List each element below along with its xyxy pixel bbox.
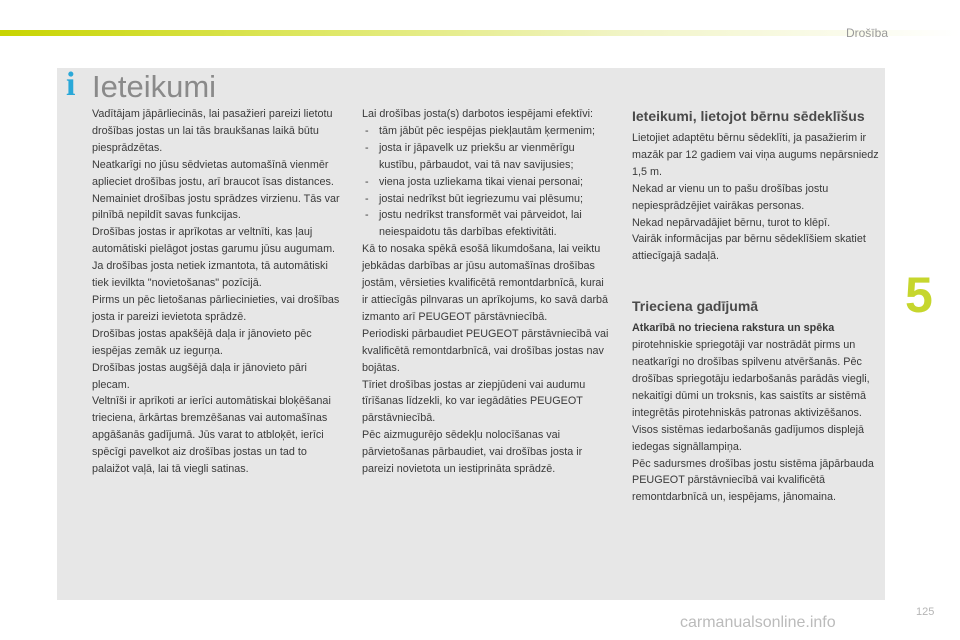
list-item: - jostu nedrīkst transformēt vai pārveidot, lai neiespaidotu tās darbības efektivitāti. xyxy=(362,207,612,241)
column-2 xyxy=(362,106,612,478)
impact-lead: Atkarībā no trieciena rakstura un spēka xyxy=(632,322,835,335)
list-item: - viena josta uzliekama tikai vienai personai; xyxy=(362,174,612,191)
list-item: - tām jābūt pēc iespējas piekļautām ķermenim; xyxy=(362,123,612,140)
info-icon: i xyxy=(66,66,76,103)
column-1-text: Vadītājam jāpārliecinās, lai pasažieri pareizi lietotu drošības jostas un lai tās braukšanas laikā būtu piesprādzētas. Neatkarīgi no jūsu sēdvietas automašīnā vienmēr aplieciet drošības jostu, arī braucot īsas distances. Nemainiet drošības jostu sprādzes virzienu. Tās var pilnībā nepildīt savas funkcijas. Drošības jostas ir aprīkotas ar veltnīti, kas ļauj automātiski pielāgot jostas garumu jūsu augumam. Ja drošības josta netiek izmantota, tā automātiski tiek ievilkta "novietošanas" pozīcijā. Pirms un pēc lietošanas pārliecinieties, vai drošības josta ir pareizi ievietota sprādzē. Drošības jostas apakšējā daļa ir jānovieto pēc iespējas zemāk uz iegurņa. Drošības jostas augšējā daļa ir jānovieto pāri plecam. Veltnīši ir aprīkoti ar ierīci automātiskai bloķēšanai trieciena, ārkārtas bremzēšanas vai automašīnas apgāšanās gadījumā. Jūs varat to atbloķēt, ierīci spēcīgi pavelkot aiz drošības jostas un tad to palaižot vaļā, lai tā viegli satinas. xyxy=(92,108,340,476)
column-2-intro: Lai drošības josta(s) darbotos iespējami efektīvi: xyxy=(362,108,594,120)
top-accent-bar xyxy=(0,30,960,36)
column-3 xyxy=(632,106,882,506)
section-label: Drošība xyxy=(845,26,888,40)
impact-text: pirotehniskie spriegotāji var nostrādāt pirms un neatkarīgi no drošības spilvenu atvēršanās. Pēc drošības spriegotāju iedarbošanās parādās viegli, nekaitīgi dūmi un troksnis, kas saistīts ar sistēmā integrētās pirotehniskās patronas aktivizēšanos. Visos sistēmas iedarbošanās gadījumos displejā iedegas signāllampiņa. Pēc sadursmes drošības jostu sistēma jāpārbauda PEUGEOT pārstāvniecībā vai kvalificētā remontdarbnīcā un, iespējams, jānomaina. xyxy=(632,339,874,504)
watermark: carmanualsonline.info xyxy=(680,614,836,631)
column-1 xyxy=(92,106,342,478)
column-2-text: Kā to nosaka spēkā esošā likumdošana, lai veiktu jebkādas darbības ar jūsu automašīnas drošības jostām, vērsieties kvalificētā remontdarbnīcā, kurai ir attiecīgās pilnvaras un aprīkojums, ko savā darbā izmanto arī PEUGEOT pārstāvniecībā. Periodiski pārbaudiet PEUGEOT pārstāvniecībā vai kvalificētā remontdarbnīcā, vai drošības jostas nav bojātas. Tīriet drošības jostas ar ziepjūdeni vai audumu tīrīšanas līdzekli, ko var iegādāties PEUGEOT pārstāvniecībā. Pēc aizmugurējo sēdekļu nolocīšanas vai pārvietošanas pārbaudiet, vai drošības josta ir pareizi novietota un iestiprināta sprādzē. xyxy=(362,243,609,476)
panel-title: Ieteikumi xyxy=(92,69,217,104)
chapter-number: 5 xyxy=(905,267,933,323)
impact-heading: Trieciena gadījumā xyxy=(632,298,759,315)
list-item: - jostai nedrīkst būt iegriezumu vai plēsumu; xyxy=(362,191,612,208)
child-seat-text: Lietojiet adaptētu bērnu sēdeklīti, ja pasažierim ir mazāk par 12 gadiem vai viņa augums nepārsniedz 1,5 m. Nekad ar vienu un to pašu drošības jostu nepiesprādzējiet vairākas personas. Nekad nepārvadājiet bērnu, turot to klēpī. Vairāk informācijas par bērnu sēdeklīšiem skatiet attiecīgajā sadaļā. xyxy=(632,132,879,263)
list-item: - josta ir jāpavelk uz priekšu ar vienmērīgu kustību, pārbaudot, vai tā nav savijusies; xyxy=(362,140,612,174)
page-number: 125 xyxy=(916,606,935,618)
child-seat-heading: Ieteikumi, lietojot bērnu sēdeklīšus xyxy=(632,108,865,124)
recommendations-list xyxy=(362,123,612,241)
